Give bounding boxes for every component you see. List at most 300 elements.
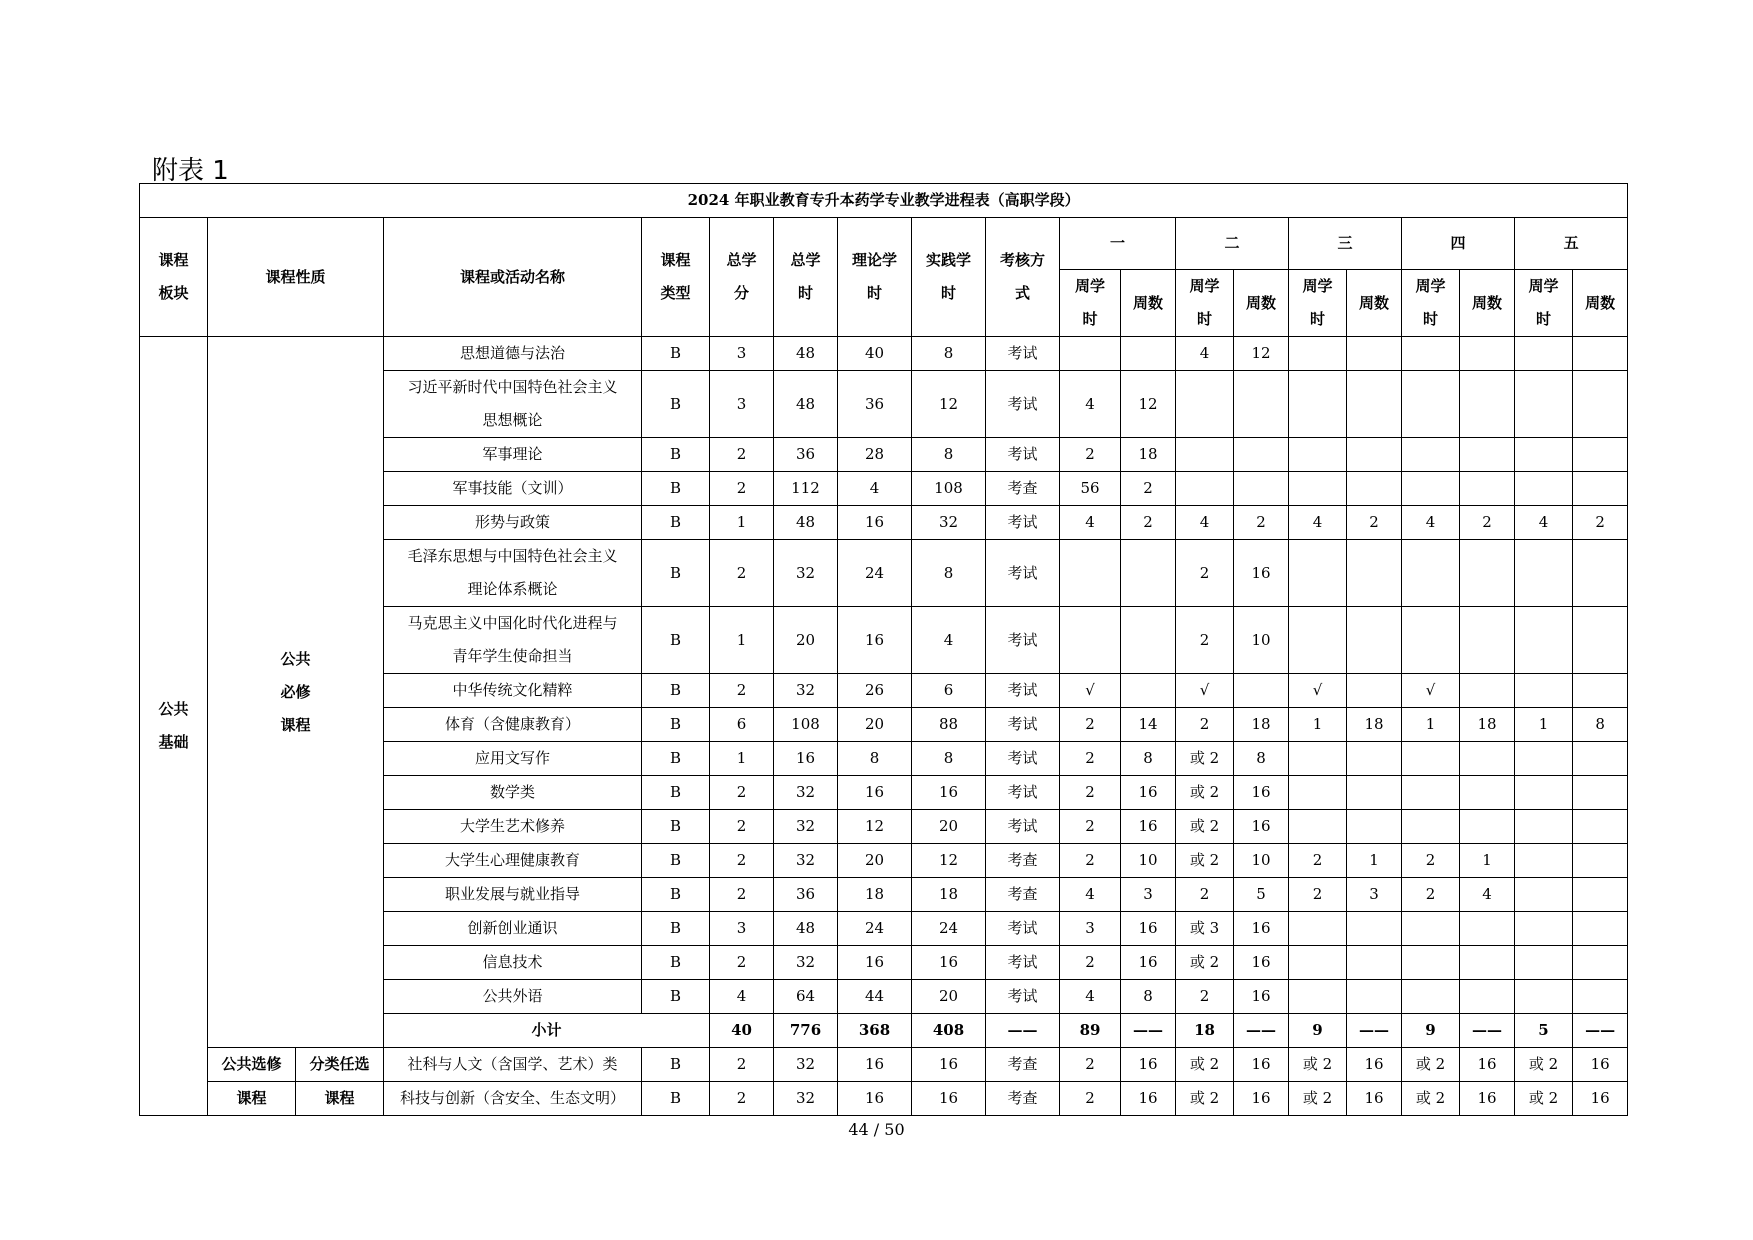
course-type: B: [642, 506, 710, 540]
subtotal-semester: ——: [1234, 1014, 1289, 1048]
semester-weeks: 12: [1234, 337, 1289, 371]
course-credits: 2: [710, 946, 774, 980]
semester-weekly-hours: 1: [1515, 708, 1573, 742]
header-weeks: 周数: [1234, 270, 1289, 337]
course-credits: 3: [710, 912, 774, 946]
semester-weekly-hours: [1060, 540, 1121, 607]
semester-weekly-hours: 2: [1176, 708, 1234, 742]
course-name: 习近平新时代中国特色社会主义 思想概论: [384, 371, 642, 438]
semester-weeks: 16: [1234, 1048, 1289, 1082]
semester-weeks: 18: [1347, 708, 1402, 742]
subtotal-practice: 408: [912, 1014, 986, 1048]
appendix-label: 附表 1: [152, 156, 229, 186]
semester-weekly-hours: [1402, 980, 1460, 1014]
semester-weeks: [1460, 540, 1515, 607]
semester-weekly-hours: [1289, 980, 1347, 1014]
semester-weekly-hours: [1515, 980, 1573, 1014]
semester-weeks: [1573, 472, 1628, 506]
course-theory-hours: 28: [838, 438, 912, 472]
course-credits: 2: [710, 878, 774, 912]
semester-weekly-hours: 或 2: [1515, 1082, 1573, 1116]
course-hours: 36: [774, 438, 838, 472]
course-credits: 2: [710, 540, 774, 607]
course-credits: 1: [710, 506, 774, 540]
semester-weeks: [1573, 776, 1628, 810]
semester-weeks: [1460, 607, 1515, 674]
semester-weeks: 16: [1460, 1048, 1515, 1082]
semester-weeks: 16: [1121, 946, 1176, 980]
semester-weekly-hours: [1402, 607, 1460, 674]
course-practice-hours: 16: [912, 1048, 986, 1082]
course-practice-hours: 4: [912, 607, 986, 674]
semester-weekly-hours: 4: [1060, 506, 1121, 540]
semester-weekly-hours: [1060, 337, 1121, 371]
semester-weekly-hours: [1402, 912, 1460, 946]
semester-weekly-hours: 4: [1060, 878, 1121, 912]
course-assessment: 考试: [986, 371, 1060, 438]
course-assessment: 考试: [986, 708, 1060, 742]
header-semester-2: 二: [1176, 218, 1289, 270]
table-row: [140, 337, 1628, 371]
course-credits: 2: [710, 674, 774, 708]
header-weeks: 周数: [1347, 270, 1402, 337]
block-public-basic: 公共 基础: [140, 337, 208, 1116]
semester-weeks: [1234, 371, 1289, 438]
semester-weekly-hours: 2: [1060, 776, 1121, 810]
header-block: 课程 板块: [140, 218, 208, 337]
semester-weekly-hours: 2: [1060, 844, 1121, 878]
course-theory-hours: 20: [838, 708, 912, 742]
nature-elective-category: 课程: [296, 1082, 384, 1116]
semester-weekly-hours: √: [1402, 674, 1460, 708]
header-weeks: 周数: [1460, 270, 1515, 337]
course-type: B: [642, 776, 710, 810]
course-theory-hours: 36: [838, 371, 912, 438]
table-row: [140, 1048, 1628, 1082]
course-assessment: 考试: [986, 506, 1060, 540]
semester-weeks: 4: [1460, 878, 1515, 912]
course-theory-hours: 40: [838, 337, 912, 371]
header-weekly-hours: 周学 时: [1515, 270, 1573, 337]
course-practice-hours: 6: [912, 674, 986, 708]
semester-weeks: 8: [1234, 742, 1289, 776]
semester-weekly-hours: 2: [1176, 878, 1234, 912]
semester-weekly-hours: [1515, 742, 1573, 776]
header-semester-4: 四: [1402, 218, 1515, 270]
semester-weeks: [1573, 742, 1628, 776]
course-practice-hours: 8: [912, 337, 986, 371]
semester-weekly-hours: [1289, 337, 1347, 371]
course-credits: 2: [710, 810, 774, 844]
semester-weeks: 16: [1347, 1082, 1402, 1116]
teaching-schedule-table: [139, 183, 1628, 1116]
semester-weekly-hours: 2: [1060, 1048, 1121, 1082]
course-type: B: [642, 337, 710, 371]
course-theory-hours: 24: [838, 912, 912, 946]
semester-weeks: 16: [1234, 540, 1289, 607]
semester-weekly-hours: 或 2: [1402, 1082, 1460, 1116]
course-credits: 1: [710, 607, 774, 674]
course-assessment: 考试: [986, 438, 1060, 472]
semester-weekly-hours: 或 2: [1402, 1048, 1460, 1082]
semester-weekly-hours: [1289, 946, 1347, 980]
course-hours: 32: [774, 1082, 838, 1116]
semester-weekly-hours: [1515, 540, 1573, 607]
header-practice: 实践学 时: [912, 218, 986, 337]
header-weekly-hours: 周学 时: [1060, 270, 1121, 337]
semester-weekly-hours: [1515, 878, 1573, 912]
semester-weekly-hours: [1515, 912, 1573, 946]
course-assessment: 考试: [986, 607, 1060, 674]
course-type: B: [642, 371, 710, 438]
semester-weeks: 16: [1121, 1048, 1176, 1082]
course-theory-hours: 26: [838, 674, 912, 708]
subtotal-theory: 368: [838, 1014, 912, 1048]
course-assessment: 考试: [986, 776, 1060, 810]
course-practice-hours: 16: [912, 1082, 986, 1116]
nature-public-elective: 公共选修: [208, 1048, 296, 1082]
course-theory-hours: 24: [838, 540, 912, 607]
semester-weeks: 8: [1121, 742, 1176, 776]
semester-weeks: 10: [1234, 844, 1289, 878]
semester-weeks: [1347, 946, 1402, 980]
header-course-name: 课程或活动名称: [384, 218, 642, 337]
course-type: B: [642, 810, 710, 844]
course-credits: 2: [710, 1082, 774, 1116]
course-practice-hours: 12: [912, 844, 986, 878]
semester-weeks: [1573, 540, 1628, 607]
nature-elective-category: 分类任选: [296, 1048, 384, 1082]
header-weeks: 周数: [1573, 270, 1628, 337]
semester-weekly-hours: [1402, 946, 1460, 980]
semester-weeks: [1121, 607, 1176, 674]
semester-weekly-hours: [1289, 912, 1347, 946]
semester-weeks: 10: [1121, 844, 1176, 878]
semester-weekly-hours: 或 2: [1176, 810, 1234, 844]
semester-weekly-hours: [1289, 371, 1347, 438]
subtotal-semester: 9: [1402, 1014, 1460, 1048]
semester-weekly-hours: [1402, 438, 1460, 472]
course-practice-hours: 8: [912, 438, 986, 472]
semester-weekly-hours: 或 2: [1176, 946, 1234, 980]
course-hours: 32: [774, 674, 838, 708]
course-assessment: 考查: [986, 878, 1060, 912]
semester-weeks: [1573, 607, 1628, 674]
semester-weeks: [1347, 674, 1402, 708]
subtotal-label: 小计: [384, 1014, 710, 1048]
course-hours: 32: [774, 810, 838, 844]
course-assessment: 考查: [986, 472, 1060, 506]
semester-weekly-hours: 4: [1402, 506, 1460, 540]
semester-weeks: 14: [1121, 708, 1176, 742]
semester-weeks: [1460, 371, 1515, 438]
semester-weeks: [1460, 912, 1515, 946]
course-hours: 16: [774, 742, 838, 776]
semester-weekly-hours: √: [1060, 674, 1121, 708]
course-practice-hours: 88: [912, 708, 986, 742]
semester-weekly-hours: 或 2: [1176, 844, 1234, 878]
course-hours: 32: [774, 844, 838, 878]
semester-weeks: 2: [1234, 506, 1289, 540]
course-practice-hours: 16: [912, 946, 986, 980]
course-hours: 20: [774, 607, 838, 674]
course-theory-hours: 16: [838, 607, 912, 674]
course-assessment: 考试: [986, 742, 1060, 776]
semester-weeks: 18: [1234, 708, 1289, 742]
course-name: 中华传统文化精粹: [384, 674, 642, 708]
semester-weeks: [1573, 810, 1628, 844]
semester-weeks: 16: [1234, 980, 1289, 1014]
semester-weekly-hours: 或 2: [1289, 1082, 1347, 1116]
semester-weekly-hours: 4: [1176, 337, 1234, 371]
semester-weekly-hours: 3: [1060, 912, 1121, 946]
semester-weeks: 3: [1347, 878, 1402, 912]
course-name: 毛泽东思想与中国特色社会主义 理论体系概论: [384, 540, 642, 607]
course-hours: 108: [774, 708, 838, 742]
semester-weekly-hours: [1289, 607, 1347, 674]
semester-weekly-hours: [1515, 371, 1573, 438]
semester-weeks: 16: [1573, 1082, 1628, 1116]
semester-weekly-hours: 2: [1402, 844, 1460, 878]
semester-weeks: 3: [1121, 878, 1176, 912]
course-hours: 48: [774, 337, 838, 371]
subtotal-semester: 89: [1060, 1014, 1121, 1048]
course-assessment: 考试: [986, 980, 1060, 1014]
semester-weeks: [1347, 371, 1402, 438]
course-type: B: [642, 472, 710, 506]
header-semester-5: 五: [1515, 218, 1628, 270]
semester-weeks: [1347, 776, 1402, 810]
semester-weekly-hours: [1289, 540, 1347, 607]
semester-weeks: 8: [1573, 708, 1628, 742]
semester-weeks: 10: [1234, 607, 1289, 674]
semester-weeks: [1573, 912, 1628, 946]
semester-weeks: [1460, 438, 1515, 472]
header-weekly-hours: 周学 时: [1402, 270, 1460, 337]
nature-public-elective: 课程: [208, 1082, 296, 1116]
semester-weeks: [1573, 980, 1628, 1014]
semester-weeks: 16: [1234, 946, 1289, 980]
course-name: 马克思主义中国化时代化进程与 青年学生使命担当: [384, 607, 642, 674]
header-type: 课程 类型: [642, 218, 710, 337]
course-name: 形势与政策: [384, 506, 642, 540]
course-practice-hours: 108: [912, 472, 986, 506]
course-theory-hours: 44: [838, 980, 912, 1014]
semester-weekly-hours: [1402, 742, 1460, 776]
semester-weekly-hours: 1: [1289, 708, 1347, 742]
course-theory-hours: 16: [838, 1048, 912, 1082]
semester-weekly-hours: [1060, 607, 1121, 674]
semester-weekly-hours: 或 2: [1176, 1048, 1234, 1082]
course-hours: 32: [774, 540, 838, 607]
course-hours: 48: [774, 371, 838, 438]
semester-weekly-hours: [1176, 472, 1234, 506]
semester-weeks: [1573, 438, 1628, 472]
semester-weekly-hours: [1515, 776, 1573, 810]
semester-weeks: [1573, 946, 1628, 980]
semester-weeks: [1460, 776, 1515, 810]
semester-weeks: 16: [1121, 776, 1176, 810]
semester-weekly-hours: [1402, 371, 1460, 438]
course-theory-hours: 16: [838, 776, 912, 810]
course-type: B: [642, 844, 710, 878]
semester-weekly-hours: [1515, 810, 1573, 844]
course-theory-hours: 16: [838, 506, 912, 540]
semester-weekly-hours: [1176, 438, 1234, 472]
semester-weekly-hours: [1515, 844, 1573, 878]
course-credits: 1: [710, 742, 774, 776]
header-nature: 课程性质: [208, 218, 384, 337]
course-type: B: [642, 980, 710, 1014]
subtotal-semester: ——: [1460, 1014, 1515, 1048]
semester-weeks: [1347, 912, 1402, 946]
semester-weeks: 2: [1347, 506, 1402, 540]
semester-weeks: 18: [1121, 438, 1176, 472]
course-practice-hours: 20: [912, 980, 986, 1014]
semester-weekly-hours: [1289, 776, 1347, 810]
course-practice-hours: 12: [912, 371, 986, 438]
course-theory-hours: 20: [838, 844, 912, 878]
course-assessment: 考试: [986, 912, 1060, 946]
semester-weekly-hours: 2: [1060, 810, 1121, 844]
course-hours: 112: [774, 472, 838, 506]
course-credits: 2: [710, 844, 774, 878]
page-number: 44 / 50: [848, 1120, 905, 1139]
semester-weeks: [1347, 607, 1402, 674]
semester-weeks: [1121, 540, 1176, 607]
course-assessment: 考试: [986, 946, 1060, 980]
course-theory-hours: 16: [838, 1082, 912, 1116]
course-type: B: [642, 540, 710, 607]
semester-weeks: [1460, 810, 1515, 844]
subtotal-semester: ——: [1347, 1014, 1402, 1048]
semester-weekly-hours: 1: [1402, 708, 1460, 742]
semester-weekly-hours: [1402, 472, 1460, 506]
semester-weekly-hours: 4: [1060, 980, 1121, 1014]
course-theory-hours: 12: [838, 810, 912, 844]
course-name: 科技与创新（含安全、生态文明）: [384, 1082, 642, 1116]
subtotal-semester: 9: [1289, 1014, 1347, 1048]
semester-weekly-hours: 2: [1060, 946, 1121, 980]
semester-weeks: 16: [1347, 1048, 1402, 1082]
semester-weeks: 12: [1121, 371, 1176, 438]
course-hours: 32: [774, 1048, 838, 1082]
semester-weekly-hours: [1515, 607, 1573, 674]
semester-weekly-hours: 4: [1515, 506, 1573, 540]
course-theory-hours: 18: [838, 878, 912, 912]
semester-weeks: [1347, 540, 1402, 607]
semester-weeks: [1121, 674, 1176, 708]
course-assessment: 考试: [986, 674, 1060, 708]
semester-weeks: 16: [1234, 1082, 1289, 1116]
course-credits: 2: [710, 1048, 774, 1082]
header-hours: 总学 时: [774, 218, 838, 337]
course-name: 军事技能（文训）: [384, 472, 642, 506]
semester-weeks: 5: [1234, 878, 1289, 912]
semester-weekly-hours: 或 2: [1289, 1048, 1347, 1082]
course-name: 应用文写作: [384, 742, 642, 776]
semester-weekly-hours: [1515, 472, 1573, 506]
course-hours: 48: [774, 912, 838, 946]
semester-weekly-hours: 或 3: [1176, 912, 1234, 946]
semester-weekly-hours: 2: [1402, 878, 1460, 912]
semester-weeks: 16: [1121, 810, 1176, 844]
course-theory-hours: 8: [838, 742, 912, 776]
semester-weekly-hours: 或 2: [1176, 776, 1234, 810]
course-assessment: 考查: [986, 1082, 1060, 1116]
course-type: B: [642, 438, 710, 472]
course-name: 思想道德与法治: [384, 337, 642, 371]
semester-weekly-hours: [1289, 742, 1347, 776]
course-type: B: [642, 607, 710, 674]
course-hours: 32: [774, 946, 838, 980]
semester-weeks: [1573, 337, 1628, 371]
course-credits: 2: [710, 438, 774, 472]
course-assessment: 考试: [986, 810, 1060, 844]
semester-weeks: [1347, 980, 1402, 1014]
header-assessment: 考核方 式: [986, 218, 1060, 337]
semester-weeks: [1347, 810, 1402, 844]
semester-weekly-hours: 2: [1060, 1082, 1121, 1116]
semester-weeks: 18: [1460, 708, 1515, 742]
subtotal-credits: 40: [710, 1014, 774, 1048]
course-name: 创新创业通识: [384, 912, 642, 946]
course-type: B: [642, 674, 710, 708]
course-credits: 3: [710, 371, 774, 438]
semester-weekly-hours: 2: [1176, 607, 1234, 674]
course-practice-hours: 20: [912, 810, 986, 844]
semester-weeks: [1347, 337, 1402, 371]
header-weekly-hours: 周学 时: [1289, 270, 1347, 337]
semester-weekly-hours: [1289, 810, 1347, 844]
course-type: B: [642, 878, 710, 912]
semester-weekly-hours: 4: [1176, 506, 1234, 540]
semester-weeks: 2: [1460, 506, 1515, 540]
subtotal-semester: ——: [1573, 1014, 1628, 1048]
course-hours: 64: [774, 980, 838, 1014]
course-name: 数学类: [384, 776, 642, 810]
semester-weekly-hours: 或 2: [1176, 1082, 1234, 1116]
course-name: 社科与人文（含国学、艺术）类: [384, 1048, 642, 1082]
semester-weekly-hours: [1289, 472, 1347, 506]
semester-weekly-hours: 2: [1176, 540, 1234, 607]
semester-weeks: [1460, 980, 1515, 1014]
course-credits: 3: [710, 337, 774, 371]
course-assessment: 考查: [986, 1048, 1060, 1082]
course-name: 职业发展与就业指导: [384, 878, 642, 912]
semester-weeks: [1347, 742, 1402, 776]
course-credits: 6: [710, 708, 774, 742]
course-practice-hours: 32: [912, 506, 986, 540]
semester-weeks: [1460, 472, 1515, 506]
semester-weeks: [1460, 946, 1515, 980]
semester-weekly-hours: [1515, 946, 1573, 980]
course-name: 体育（含健康教育）: [384, 708, 642, 742]
semester-weeks: 16: [1234, 912, 1289, 946]
course-type: B: [642, 1082, 710, 1116]
semester-weekly-hours: 4: [1289, 506, 1347, 540]
course-hours: 32: [774, 776, 838, 810]
semester-weekly-hours: 4: [1060, 371, 1121, 438]
semester-weekly-hours: √: [1176, 674, 1234, 708]
course-name: 军事理论: [384, 438, 642, 472]
semester-weekly-hours: 或 2: [1176, 742, 1234, 776]
semester-weeks: 2: [1573, 506, 1628, 540]
semester-weeks: [1573, 844, 1628, 878]
semester-weeks: [1347, 438, 1402, 472]
semester-weeks: 8: [1121, 980, 1176, 1014]
semester-weekly-hours: 2: [1176, 980, 1234, 1014]
